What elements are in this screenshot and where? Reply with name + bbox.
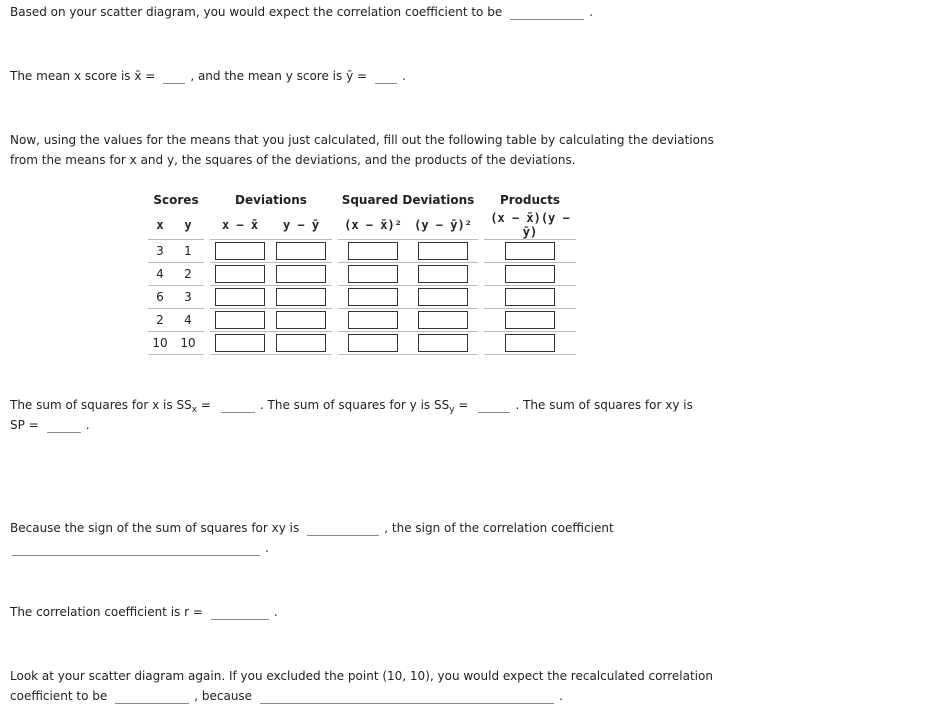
x-minus-mean-input[interactable] <box>215 265 265 283</box>
recalc-dropdown[interactable] <box>115 689 189 704</box>
r-input[interactable] <box>211 605 269 620</box>
period: . <box>265 541 269 555</box>
x-minus-mean-input[interactable] <box>215 242 265 260</box>
sp-input[interactable] <box>47 418 81 433</box>
question-sp <box>10 417 90 433</box>
score-y: 1 <box>172 240 204 263</box>
recalc-label: coefficient to be <box>10 689 108 703</box>
question-sign <box>10 520 614 536</box>
sign-sp-dropdown[interactable] <box>307 521 379 536</box>
y-minus-mean-input[interactable] <box>276 334 326 352</box>
col-y-minus-mean: y − ȳ <box>270 211 332 240</box>
ssy-label: . The sum of squares for y is SS <box>259 398 450 412</box>
header-scores: Scores <box>153 193 199 207</box>
equals: = <box>200 398 211 412</box>
score-y: 3 <box>172 286 204 309</box>
table-row <box>148 263 576 286</box>
ssx-label: The sum of squares for x is SS <box>10 398 192 412</box>
period: . <box>559 689 563 703</box>
x-dev-squared-input[interactable] <box>348 242 398 260</box>
mean-x-label: The mean x score is x̄ = <box>10 69 156 83</box>
score-x: 10 <box>148 332 172 355</box>
sign-r-label: , the sign of the correlation coefficient <box>384 521 614 535</box>
col-x: x <box>148 211 172 240</box>
question-correlation-r <box>10 604 278 620</box>
y-minus-mean-input[interactable] <box>276 242 326 260</box>
score-x: 3 <box>148 240 172 263</box>
score-y: 10 <box>172 332 204 355</box>
col-y: y <box>172 211 204 240</box>
sp-label: . The sum of squares for xy is <box>515 398 693 412</box>
score-y: 2 <box>172 263 204 286</box>
sp-equals-label: SP = <box>10 418 39 432</box>
y-dev-squared-input[interactable] <box>418 242 468 260</box>
period: . <box>589 5 594 19</box>
period: . <box>402 69 406 83</box>
y-dev-squared-input[interactable] <box>418 265 468 283</box>
question-sums-of-squares <box>10 397 693 413</box>
x-dev-squared-input[interactable] <box>348 265 398 283</box>
header-products: Products <box>499 193 561 207</box>
ssx-subscript: x <box>191 405 198 415</box>
y-minus-mean-input[interactable] <box>276 265 326 283</box>
ssx-input[interactable] <box>221 398 255 413</box>
header-deviations: Deviations <box>235 193 307 207</box>
header-squared-deviations: Squared Deviations <box>341 193 475 207</box>
table-row <box>148 240 576 263</box>
mean-x-input[interactable] <box>163 69 185 84</box>
y-dev-squared-input[interactable] <box>418 311 468 329</box>
col-products: (x − x̄)(y − ȳ) <box>484 211 576 240</box>
x-minus-mean-input[interactable] <box>215 334 265 352</box>
because-dropdown[interactable] <box>260 689 554 704</box>
question-text: Based on your scatter diagram, you would expect the correlation coefficient to be <box>10 5 503 19</box>
x-minus-mean-input[interactable] <box>215 311 265 329</box>
period: . <box>85 418 90 432</box>
y-dev-squared-input[interactable] <box>418 334 468 352</box>
x-dev-squared-input[interactable] <box>348 288 398 306</box>
question-exclude-point-line-2 <box>10 688 563 704</box>
instructions-line-2: from the means for x and y, the squares of the deviations, and the products of the deviations. <box>10 153 576 167</box>
mean-y-input[interactable] <box>375 69 397 84</box>
equals: = <box>458 398 469 412</box>
table-row <box>148 309 576 332</box>
score-x: 4 <box>148 263 172 286</box>
y-dev-squared-input[interactable] <box>418 288 468 306</box>
question-means <box>10 68 406 84</box>
question-exclude-point-line-1: Look at your scatter diagram again. If you excluded the point (10, 10), you would expect the recalculated correlation <box>10 669 713 683</box>
product-input[interactable] <box>505 334 555 352</box>
col-x-dev-squared: (x − x̄)² <box>338 211 408 240</box>
period: . <box>273 605 278 619</box>
score-x: 6 <box>148 286 172 309</box>
deviations-table <box>148 189 576 355</box>
table-row <box>148 332 576 355</box>
question-sign-line-2 <box>10 540 269 556</box>
col-x-minus-mean: x − x̄ <box>210 211 270 240</box>
product-input[interactable] <box>505 288 555 306</box>
product-input[interactable] <box>505 311 555 329</box>
sign-r-dropdown[interactable] <box>12 541 260 556</box>
r-label: The correlation coefficient is r = <box>10 605 203 619</box>
score-x: 2 <box>148 309 172 332</box>
ssy-subscript: y <box>449 405 455 415</box>
y-minus-mean-input[interactable] <box>276 288 326 306</box>
col-y-dev-squared: (y − ȳ)² <box>408 211 478 240</box>
instructions-line-1: Now, using the values for the means that you just calculated, fill out the following table by calculating the deviations <box>10 133 714 147</box>
y-minus-mean-input[interactable] <box>276 311 326 329</box>
score-y: 4 <box>172 309 204 332</box>
table-row <box>148 286 576 309</box>
question-expected-correlation <box>10 4 593 20</box>
x-dev-squared-input[interactable] <box>348 334 398 352</box>
sign-sp-label: Because the sign of the sum of squares for xy is <box>10 521 300 535</box>
product-input[interactable] <box>505 265 555 283</box>
because-label: , because <box>194 689 253 703</box>
ssy-input[interactable] <box>478 398 510 413</box>
product-input[interactable] <box>505 242 555 260</box>
answer-dropdown-expected-correlation[interactable] <box>510 5 584 20</box>
x-dev-squared-input[interactable] <box>348 311 398 329</box>
mean-y-label: , and the mean y score is ȳ = <box>190 69 368 83</box>
x-minus-mean-input[interactable] <box>215 288 265 306</box>
